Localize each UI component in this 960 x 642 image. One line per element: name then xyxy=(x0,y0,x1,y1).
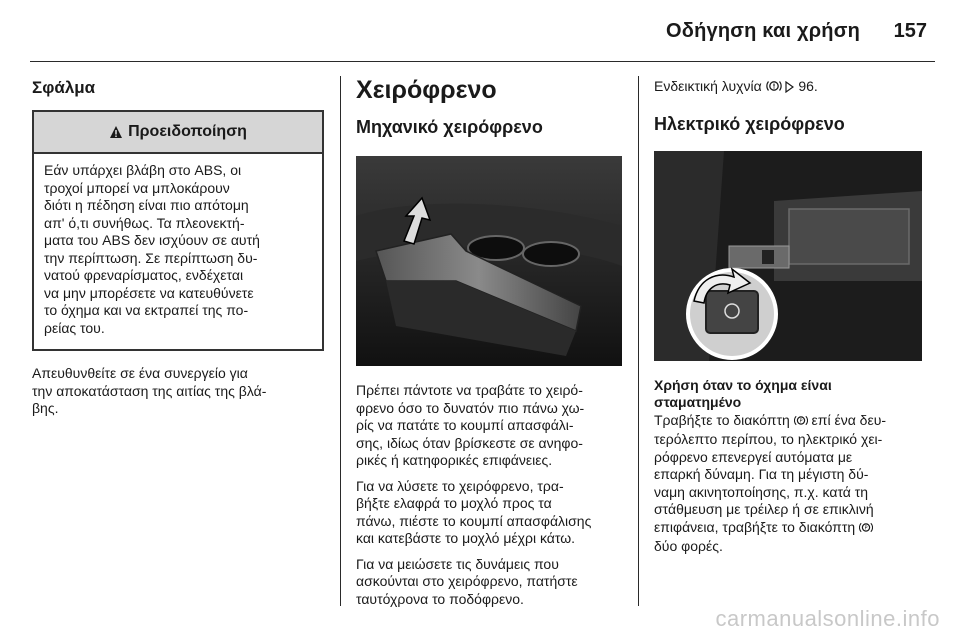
warning-heading: Προειδοποίηση xyxy=(128,123,247,140)
text-segment: τερόλεπτο περίπου, το ηλεκτρικό χει- xyxy=(654,431,883,447)
parking-brake-switch-icon xyxy=(859,521,873,539)
warning-text-line: την περίπτωση. Σε περίπτωση δυ- xyxy=(44,249,258,266)
text-segment: επιφάνεια, τραβήξτε το διακόπτη xyxy=(654,518,860,535)
text-line xyxy=(654,538,924,556)
column-3 xyxy=(654,72,924,556)
svg-text:P: P xyxy=(864,525,868,532)
warning-header xyxy=(34,112,322,154)
after-warning-paragraph xyxy=(32,365,324,418)
text-line: ταυτόχρονα το ποδόφρενο. xyxy=(356,590,524,607)
text-segment: επί ένα δευ- xyxy=(807,411,887,428)
warning-text-line: το όχημα και να εκτραπεί της πο- xyxy=(44,302,249,318)
text-line: σης, ιδίως όταν βρίσκεστε σε ανηφο- xyxy=(356,434,583,451)
text-line: Πρέπει πάντοτε να τραβάτε το χειρό- xyxy=(356,382,583,398)
section-title-fault: Σφάλμα xyxy=(32,78,96,97)
text-segment: Τραβήξτε το διακόπτη xyxy=(654,411,794,428)
page-header xyxy=(30,0,935,62)
text-line xyxy=(654,466,924,484)
text-line xyxy=(654,449,924,467)
text-line: και κατεβάστε το μοχλό μέχρι κάτω. xyxy=(356,530,576,546)
page-title: Οδήγηση και χρήση xyxy=(666,20,860,42)
text-line: βης. xyxy=(32,400,59,416)
warning-text-line: νατού φρεναρίσματος, ενδέχεται xyxy=(44,267,244,283)
text-line: ρικές ή κατηφορικές επιφάνειες. xyxy=(356,452,553,468)
column-divider-1 xyxy=(340,76,341,606)
indicator-page-ref: 96. xyxy=(798,78,818,94)
text-line: ασκούνται στο χειρόφρενο, πατήστε xyxy=(356,573,578,589)
text-line: πάνω, πιέστε το κουμπί απασφάλισης xyxy=(356,512,592,529)
page-number: 157 xyxy=(893,20,927,42)
text-line: βήξτε ελαφρά το μοχλό προς τα xyxy=(356,495,552,511)
svg-text:P: P xyxy=(799,418,803,425)
text-line: φρενο όσο το δυνατόν πιο πάνω χω- xyxy=(356,399,585,416)
text-line: Για να λύσετε το χειρόφρενο, τρα- xyxy=(356,477,564,494)
warning-body xyxy=(34,154,322,349)
warning-text-line: Εάν υπάρχει βλάβη στο ABS, οι xyxy=(44,162,242,178)
subtitle-mechanical-handbrake: Μηχανικό χειρόφρενο xyxy=(356,117,543,137)
warning-text-line: ματα του ABS δεν ισχύουν σε αυτή xyxy=(44,232,260,248)
usage-heading-line-1: Χρήση όταν το όχημα είναι xyxy=(654,376,832,393)
text-line xyxy=(654,501,924,519)
text-segment: ναμη ακινητοποίησης, π.χ. κατά τη xyxy=(654,483,869,500)
indicator-label: Ενδεικτική λυχνία xyxy=(654,78,762,94)
parking-brake-switch-icon xyxy=(794,414,808,432)
paragraph-release xyxy=(356,478,624,548)
column-1 xyxy=(32,72,324,418)
text-line xyxy=(654,484,924,502)
text-segment: επαρκή δύναμη. Για τη μέγιστη δύ- xyxy=(654,466,869,482)
watermark: carmanualsonline.info xyxy=(715,606,940,631)
warning-text-line: τροχοί μπορεί να μπλοκάρουν xyxy=(44,179,230,196)
text-line: ρίς να πατάτε το κουμπί απασφάλι- xyxy=(356,417,574,433)
section-title-handbrake: Χειρόφρενο xyxy=(356,76,497,104)
warning-text-line: απ' ό,τι συνήθως. Τα πλεονεκτή- xyxy=(44,214,245,231)
column-divider-2 xyxy=(638,76,639,606)
warning-text-line: να μην μπορέσετε να κατευθύνετε xyxy=(44,284,254,301)
indicator-reference-line xyxy=(654,78,924,98)
text-line: Απευθυνθείτε σε ένα συνεργείο για xyxy=(32,365,248,381)
text-segment: δύο φορές. xyxy=(654,538,723,554)
text-line xyxy=(654,519,924,539)
text-line xyxy=(654,412,924,432)
text-line: Για να μειώσετε τις δυνάμεις που xyxy=(356,555,559,572)
text-segment: ρόφρενο επενεργεί αυτόματα με xyxy=(654,448,853,465)
mechanical-handbrake-image xyxy=(356,156,622,366)
page-reference-arrow-icon xyxy=(785,80,794,98)
paragraph-pull-fully xyxy=(356,382,624,470)
column-2 xyxy=(356,72,624,608)
warning-text-line: ρείας του. xyxy=(44,319,105,336)
electric-handbrake-paragraph xyxy=(654,412,924,556)
usage-heading-line-2: σταματημένο xyxy=(654,394,742,410)
text-segment: στάθμευση με τρέιλερ ή σε επικλινή xyxy=(654,501,874,517)
warning-icon xyxy=(109,125,123,139)
text-line xyxy=(654,431,924,449)
parking-brake-warning-icon xyxy=(766,79,782,98)
text-line: την αποκατάσταση της αιτίας της βλά- xyxy=(32,382,267,399)
electric-handbrake-image xyxy=(654,151,922,361)
usage-heading xyxy=(654,377,924,412)
warning-text-line: διότι η πέδηση είναι πιο απότομη xyxy=(44,197,249,213)
paragraph-reduce-force xyxy=(356,556,624,609)
subtitle-electric-handbrake: Ηλεκτρικό χειρόφρενο xyxy=(654,113,845,134)
warning-box xyxy=(32,110,324,351)
